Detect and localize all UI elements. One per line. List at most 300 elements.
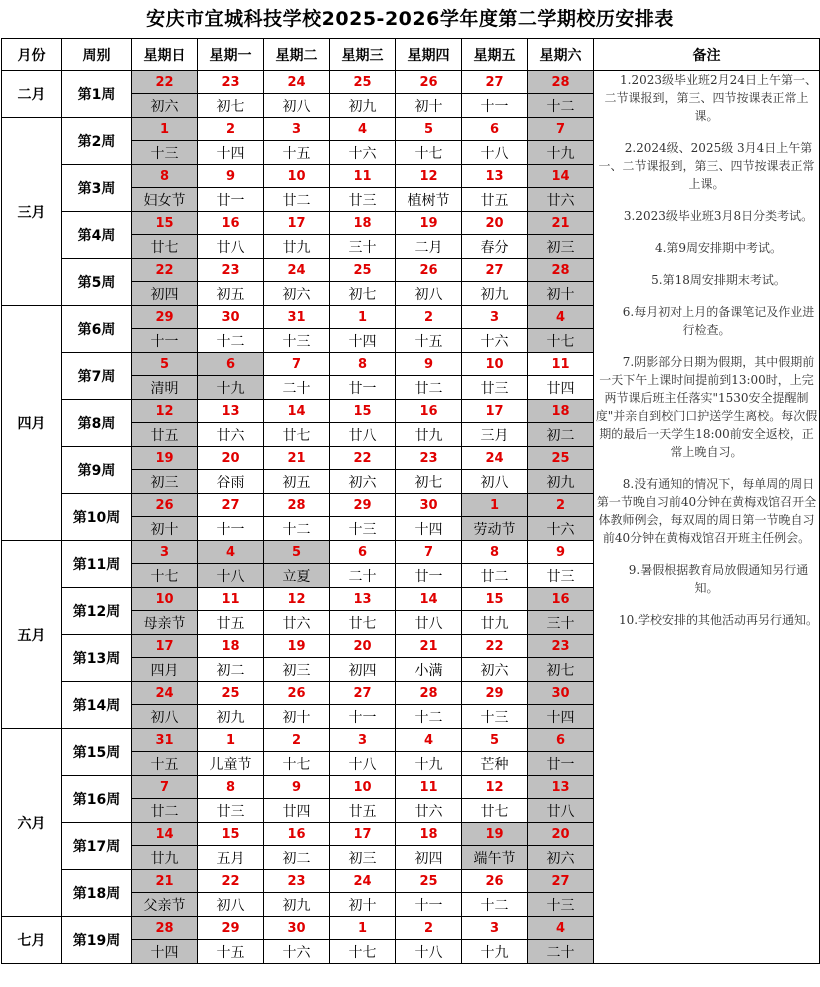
date-cell: 8: [462, 541, 528, 564]
lunar-cell: 十一: [132, 329, 198, 353]
lunar-cell: 十一: [462, 94, 528, 118]
lunar-cell: 母亲节: [132, 611, 198, 635]
lunar-cell: 十一: [396, 893, 462, 917]
lunar-cell: 廿五: [132, 423, 198, 447]
note-item: 4.第9周安排期中考试。: [654, 241, 783, 255]
lunar-cell: 立夏: [264, 564, 330, 588]
date-cell: 30: [264, 917, 330, 940]
week-label: 第15周: [62, 729, 132, 776]
date-cell: 11: [198, 588, 264, 611]
date-cell: 1: [330, 306, 396, 329]
lunar-cell: 小满: [396, 658, 462, 682]
lunar-cell: 父亲节: [132, 893, 198, 917]
lunar-cell: 十四: [330, 329, 396, 353]
week-label: 第5周: [62, 259, 132, 306]
lunar-cell: 初六: [264, 282, 330, 306]
date-cell: 19: [132, 447, 198, 470]
date-cell: 5: [132, 353, 198, 376]
lunar-cell: 十四: [198, 141, 264, 165]
lunar-cell: 十七: [528, 329, 594, 353]
lunar-cell: 十四: [528, 705, 594, 729]
date-cell: 10: [264, 165, 330, 188]
date-cell: 4: [396, 729, 462, 752]
lunar-cell: 十二: [462, 893, 528, 917]
lunar-cell: 十三: [462, 705, 528, 729]
lunar-cell: 三十: [528, 611, 594, 635]
lunar-cell: 廿三: [330, 188, 396, 212]
date-cell: 4: [330, 118, 396, 141]
lunar-cell: 十五: [198, 940, 264, 964]
header-sunday: 星期日: [132, 39, 198, 71]
header-month: 月份: [2, 39, 62, 71]
header-notes: 备注: [594, 39, 820, 71]
date-cell: 28: [528, 71, 594, 94]
date-cell: 26: [264, 682, 330, 705]
lunar-cell: 初三: [528, 235, 594, 259]
date-cell: 23: [396, 447, 462, 470]
date-cell: 20: [198, 447, 264, 470]
date-cell: 11: [330, 165, 396, 188]
lunar-cell: 二月: [396, 235, 462, 259]
lunar-cell: 十三: [132, 141, 198, 165]
lunar-cell: 劳动节: [462, 517, 528, 541]
lunar-cell: 廿五: [462, 188, 528, 212]
lunar-cell: 三十: [330, 235, 396, 259]
lunar-cell: 廿八: [330, 423, 396, 447]
lunar-cell: 十八: [396, 940, 462, 964]
date-cell: 22: [132, 71, 198, 94]
lunar-cell: 初六: [330, 470, 396, 494]
date-cell: 29: [330, 494, 396, 517]
lunar-cell: 十四: [132, 940, 198, 964]
lunar-cell: 十七: [330, 940, 396, 964]
week-label: 第4周: [62, 212, 132, 259]
date-cell: 30: [528, 682, 594, 705]
lunar-cell: 初六: [528, 846, 594, 870]
date-cell: 24: [462, 447, 528, 470]
date-cell: 24: [330, 870, 396, 893]
date-cell: 18: [396, 823, 462, 846]
date-cell: 4: [198, 541, 264, 564]
lunar-cell: 初五: [264, 470, 330, 494]
lunar-cell: 初八: [396, 282, 462, 306]
lunar-cell: 初九: [462, 282, 528, 306]
lunar-cell: 初六: [132, 94, 198, 118]
lunar-cell: 廿一: [330, 376, 396, 400]
date-cell: 13: [198, 400, 264, 423]
date-cell: 19: [396, 212, 462, 235]
date-cell: 10: [462, 353, 528, 376]
date-cell: 22: [330, 447, 396, 470]
lunar-cell: 初十: [528, 282, 594, 306]
week-label: 第3周: [62, 165, 132, 212]
week-day-row: [2, 71, 820, 94]
date-cell: 15: [330, 400, 396, 423]
date-cell: 3: [330, 729, 396, 752]
note-item: 9.暑假根据教育局放假通知另行通知。: [628, 563, 809, 595]
lunar-cell: 初九: [264, 893, 330, 917]
date-cell: 21: [264, 447, 330, 470]
lunar-cell: 初十: [330, 893, 396, 917]
date-cell: 27: [198, 494, 264, 517]
date-cell: 7: [528, 118, 594, 141]
lunar-cell: 十一: [330, 705, 396, 729]
page-title: 安庆市宜城科技学校2025-2026学年度第二学期校历安排表: [146, 8, 674, 30]
lunar-cell: 十六: [462, 329, 528, 353]
lunar-cell: 十六: [264, 940, 330, 964]
date-cell: 13: [462, 165, 528, 188]
date-cell: 23: [198, 259, 264, 282]
lunar-cell: 廿九: [396, 423, 462, 447]
week-label: 第6周: [62, 306, 132, 353]
lunar-cell: 初三: [264, 658, 330, 682]
date-cell: 6: [528, 729, 594, 752]
date-cell: 6: [330, 541, 396, 564]
date-cell: 28: [132, 917, 198, 940]
date-cell: 14: [396, 588, 462, 611]
note-item: 6.每月初对上月的备课笔记及作业进行检查。: [622, 305, 815, 337]
date-cell: 12: [132, 400, 198, 423]
week-label: 第2周: [62, 118, 132, 165]
date-cell: 14: [132, 823, 198, 846]
lunar-cell: 廿六: [396, 799, 462, 823]
lunar-cell: 初六: [462, 658, 528, 682]
date-cell: 19: [462, 823, 528, 846]
week-label: 第7周: [62, 353, 132, 400]
lunar-cell: 十二: [264, 517, 330, 541]
lunar-cell: 初八: [462, 470, 528, 494]
header-saturday: 星期六: [528, 39, 594, 71]
date-cell: 9: [528, 541, 594, 564]
date-cell: 26: [396, 259, 462, 282]
date-cell: 17: [264, 212, 330, 235]
date-cell: 28: [528, 259, 594, 282]
lunar-cell: 初二: [528, 423, 594, 447]
week-label: 第11周: [62, 541, 132, 588]
date-cell: 5: [462, 729, 528, 752]
lunar-cell: 十三: [264, 329, 330, 353]
lunar-cell: 廿七: [330, 611, 396, 635]
lunar-cell: 十八: [462, 141, 528, 165]
date-cell: 10: [132, 588, 198, 611]
lunar-cell: 初八: [132, 705, 198, 729]
lunar-cell: 廿二: [264, 188, 330, 212]
date-cell: 19: [264, 635, 330, 658]
date-cell: 25: [330, 71, 396, 94]
week-label: 第1周: [62, 71, 132, 118]
lunar-cell: 初二: [264, 846, 330, 870]
week-label: 第12周: [62, 588, 132, 635]
lunar-cell: 十三: [330, 517, 396, 541]
date-cell: 3: [132, 541, 198, 564]
date-cell: 12: [264, 588, 330, 611]
date-cell: 25: [396, 870, 462, 893]
lunar-cell: 廿七: [264, 423, 330, 447]
date-cell: 25: [528, 447, 594, 470]
lunar-cell: 五月: [198, 846, 264, 870]
month-label: 三月: [2, 118, 62, 306]
week-label: 第13周: [62, 635, 132, 682]
lunar-cell: 初八: [198, 893, 264, 917]
lunar-cell: 廿三: [462, 376, 528, 400]
lunar-cell: 初十: [396, 94, 462, 118]
date-cell: 15: [198, 823, 264, 846]
lunar-cell: 十五: [264, 141, 330, 165]
month-label: 二月: [2, 71, 62, 118]
lunar-cell: 四月: [132, 658, 198, 682]
lunar-cell: 十六: [330, 141, 396, 165]
calendar-table: [1, 38, 820, 964]
header-week: 周别: [62, 39, 132, 71]
lunar-cell: 三月: [462, 423, 528, 447]
lunar-cell: 廿六: [528, 188, 594, 212]
notes-cell: [594, 71, 820, 964]
date-cell: 2: [528, 494, 594, 517]
lunar-cell: 初四: [132, 282, 198, 306]
lunar-cell: 十二: [396, 705, 462, 729]
lunar-cell: 十八: [198, 564, 264, 588]
lunar-cell: 初七: [198, 94, 264, 118]
note-item: 3.2023级毕业班3月8日分类考试。: [623, 209, 814, 223]
date-cell: 23: [198, 71, 264, 94]
lunar-cell: 廿四: [528, 376, 594, 400]
lunar-cell: 廿六: [198, 423, 264, 447]
date-cell: 6: [462, 118, 528, 141]
date-cell: 23: [264, 870, 330, 893]
lunar-cell: 芒种: [462, 752, 528, 776]
lunar-cell: 二十: [528, 940, 594, 964]
date-cell: 18: [330, 212, 396, 235]
date-cell: 27: [330, 682, 396, 705]
date-cell: 25: [330, 259, 396, 282]
date-cell: 22: [132, 259, 198, 282]
lunar-cell: 春分: [462, 235, 528, 259]
lunar-cell: 十五: [132, 752, 198, 776]
week-label: 第16周: [62, 776, 132, 823]
lunar-cell: 初九: [330, 94, 396, 118]
lunar-cell: 初九: [528, 470, 594, 494]
date-cell: 31: [132, 729, 198, 752]
date-cell: 18: [528, 400, 594, 423]
header-row: [2, 39, 820, 71]
note-item: 8.没有通知的情况下，每单周的周日第一节晚自习前40分钟在黄梅戏馆召开全体教师例会，每双周的周日第一节晚自习前40分钟在黄梅戏馆召开班主任例会。: [596, 477, 817, 545]
date-cell: 16: [396, 400, 462, 423]
date-cell: 26: [396, 71, 462, 94]
lunar-cell: 廿二: [132, 799, 198, 823]
lunar-cell: 廿三: [528, 564, 594, 588]
date-cell: 3: [462, 917, 528, 940]
lunar-cell: 初四: [396, 846, 462, 870]
date-cell: 17: [330, 823, 396, 846]
date-cell: 10: [330, 776, 396, 799]
date-cell: 24: [264, 71, 330, 94]
lunar-cell: 十六: [528, 517, 594, 541]
date-cell: 5: [264, 541, 330, 564]
lunar-cell: 十九: [396, 752, 462, 776]
header-thursday: 星期四: [396, 39, 462, 71]
date-cell: 2: [198, 118, 264, 141]
lunar-cell: 廿一: [528, 752, 594, 776]
lunar-cell: 儿童节: [198, 752, 264, 776]
lunar-cell: 初七: [528, 658, 594, 682]
date-cell: 14: [528, 165, 594, 188]
lunar-cell: 二十: [264, 376, 330, 400]
date-cell: 20: [462, 212, 528, 235]
date-cell: 14: [264, 400, 330, 423]
lunar-cell: 十七: [264, 752, 330, 776]
week-label: 第9周: [62, 447, 132, 494]
date-cell: 8: [198, 776, 264, 799]
lunar-cell: 十九: [528, 141, 594, 165]
date-cell: 21: [132, 870, 198, 893]
lunar-cell: 十七: [132, 564, 198, 588]
date-cell: 8: [330, 353, 396, 376]
lunar-cell: 十二: [198, 329, 264, 353]
lunar-cell: 廿一: [396, 564, 462, 588]
week-label: 第17周: [62, 823, 132, 870]
lunar-cell: 初十: [264, 705, 330, 729]
date-cell: 11: [396, 776, 462, 799]
lunar-cell: 谷雨: [198, 470, 264, 494]
lunar-cell: 二十: [330, 564, 396, 588]
date-cell: 9: [198, 165, 264, 188]
date-cell: 30: [396, 494, 462, 517]
date-cell: 28: [264, 494, 330, 517]
date-cell: 21: [396, 635, 462, 658]
date-cell: 7: [264, 353, 330, 376]
header-wednesday: 星期三: [330, 39, 396, 71]
lunar-cell: 廿七: [462, 799, 528, 823]
date-cell: 3: [462, 306, 528, 329]
header-monday: 星期一: [198, 39, 264, 71]
date-cell: 24: [132, 682, 198, 705]
date-cell: 17: [462, 400, 528, 423]
lunar-cell: 廿九: [264, 235, 330, 259]
lunar-cell: 廿八: [396, 611, 462, 635]
lunar-cell: 十九: [198, 376, 264, 400]
date-cell: 4: [528, 306, 594, 329]
lunar-cell: 廿一: [198, 188, 264, 212]
lunar-cell: 十五: [396, 329, 462, 353]
month-label: 五月: [2, 541, 62, 729]
date-cell: 16: [528, 588, 594, 611]
date-cell: 20: [528, 823, 594, 846]
lunar-cell: 廿二: [462, 564, 528, 588]
date-cell: 21: [528, 212, 594, 235]
lunar-cell: 廿二: [396, 376, 462, 400]
date-cell: 29: [462, 682, 528, 705]
lunar-cell: 廿五: [330, 799, 396, 823]
date-cell: 26: [132, 494, 198, 517]
date-cell: 17: [132, 635, 198, 658]
lunar-cell: 十二: [528, 94, 594, 118]
lunar-cell: 十七: [396, 141, 462, 165]
date-cell: 7: [132, 776, 198, 799]
date-cell: 24: [264, 259, 330, 282]
date-cell: 29: [132, 306, 198, 329]
lunar-cell: 清明: [132, 376, 198, 400]
date-cell: 2: [396, 306, 462, 329]
lunar-cell: 初五: [198, 282, 264, 306]
date-cell: 28: [396, 682, 462, 705]
date-cell: 2: [396, 917, 462, 940]
date-cell: 22: [198, 870, 264, 893]
week-label: 第18周: [62, 870, 132, 917]
note-item: 10.学校安排的其他活动再另行通知。: [618, 613, 819, 627]
lunar-cell: 廿九: [132, 846, 198, 870]
date-cell: 9: [264, 776, 330, 799]
date-cell: 1: [132, 118, 198, 141]
note-item: 2.2024级、2025级 3月4日上午第一、二节课报到，第三、四节按课表正常上课。: [598, 141, 815, 191]
lunar-cell: 十八: [330, 752, 396, 776]
date-cell: 13: [330, 588, 396, 611]
date-cell: 15: [132, 212, 198, 235]
date-cell: 30: [198, 306, 264, 329]
date-cell: 26: [462, 870, 528, 893]
lunar-cell: 廿三: [198, 799, 264, 823]
date-cell: 6: [198, 353, 264, 376]
week-label: 第8周: [62, 400, 132, 447]
date-cell: 16: [198, 212, 264, 235]
lunar-cell: 初九: [198, 705, 264, 729]
date-cell: 27: [462, 259, 528, 282]
date-cell: 27: [528, 870, 594, 893]
lunar-cell: 初四: [330, 658, 396, 682]
lunar-cell: 廿六: [264, 611, 330, 635]
lunar-cell: 初七: [330, 282, 396, 306]
lunar-cell: 初八: [264, 94, 330, 118]
date-cell: 31: [264, 306, 330, 329]
lunar-cell: 初三: [330, 846, 396, 870]
note-item: 5.第18周安排期末考试。: [651, 273, 786, 287]
date-cell: 22: [462, 635, 528, 658]
date-cell: 20: [330, 635, 396, 658]
lunar-cell: 廿七: [132, 235, 198, 259]
date-cell: 7: [396, 541, 462, 564]
lunar-cell: 初十: [132, 517, 198, 541]
date-cell: 1: [462, 494, 528, 517]
date-cell: 25: [198, 682, 264, 705]
month-label: 六月: [2, 729, 62, 917]
date-cell: 5: [396, 118, 462, 141]
lunar-cell: 十三: [528, 893, 594, 917]
date-cell: 29: [198, 917, 264, 940]
lunar-cell: 初七: [396, 470, 462, 494]
lunar-cell: 初三: [132, 470, 198, 494]
week-label: 第19周: [62, 917, 132, 964]
lunar-cell: 十一: [198, 517, 264, 541]
lunar-cell: 廿五: [198, 611, 264, 635]
date-cell: 27: [462, 71, 528, 94]
lunar-cell: 妇女节: [132, 188, 198, 212]
date-cell: 18: [198, 635, 264, 658]
lunar-cell: 十四: [396, 517, 462, 541]
note-item: 1.2023级毕业班2月24日上午第一、二节课报到，第三、四节按课表正常上课。: [604, 73, 817, 123]
week-label: 第10周: [62, 494, 132, 541]
lunar-cell: 端午节: [462, 846, 528, 870]
date-cell: 11: [528, 353, 594, 376]
lunar-cell: 十九: [462, 940, 528, 964]
header-tuesday: 星期二: [264, 39, 330, 71]
date-cell: 1: [330, 917, 396, 940]
lunar-cell: 廿四: [264, 799, 330, 823]
date-cell: 2: [264, 729, 330, 752]
month-label: 七月: [2, 917, 62, 964]
date-cell: 3: [264, 118, 330, 141]
note-item: 7.阴影部分日期为假期，其中假期前一天下午上课时间提前到13:00时，上完两节课后班主任落实"1530安全提醒制度"并亲自到校门口护送学生离校。每次假期的最后一天学生18:00前安全返校，正常上晚自习。: [595, 355, 818, 459]
date-cell: 13: [528, 776, 594, 799]
month-label: 四月: [2, 306, 62, 541]
